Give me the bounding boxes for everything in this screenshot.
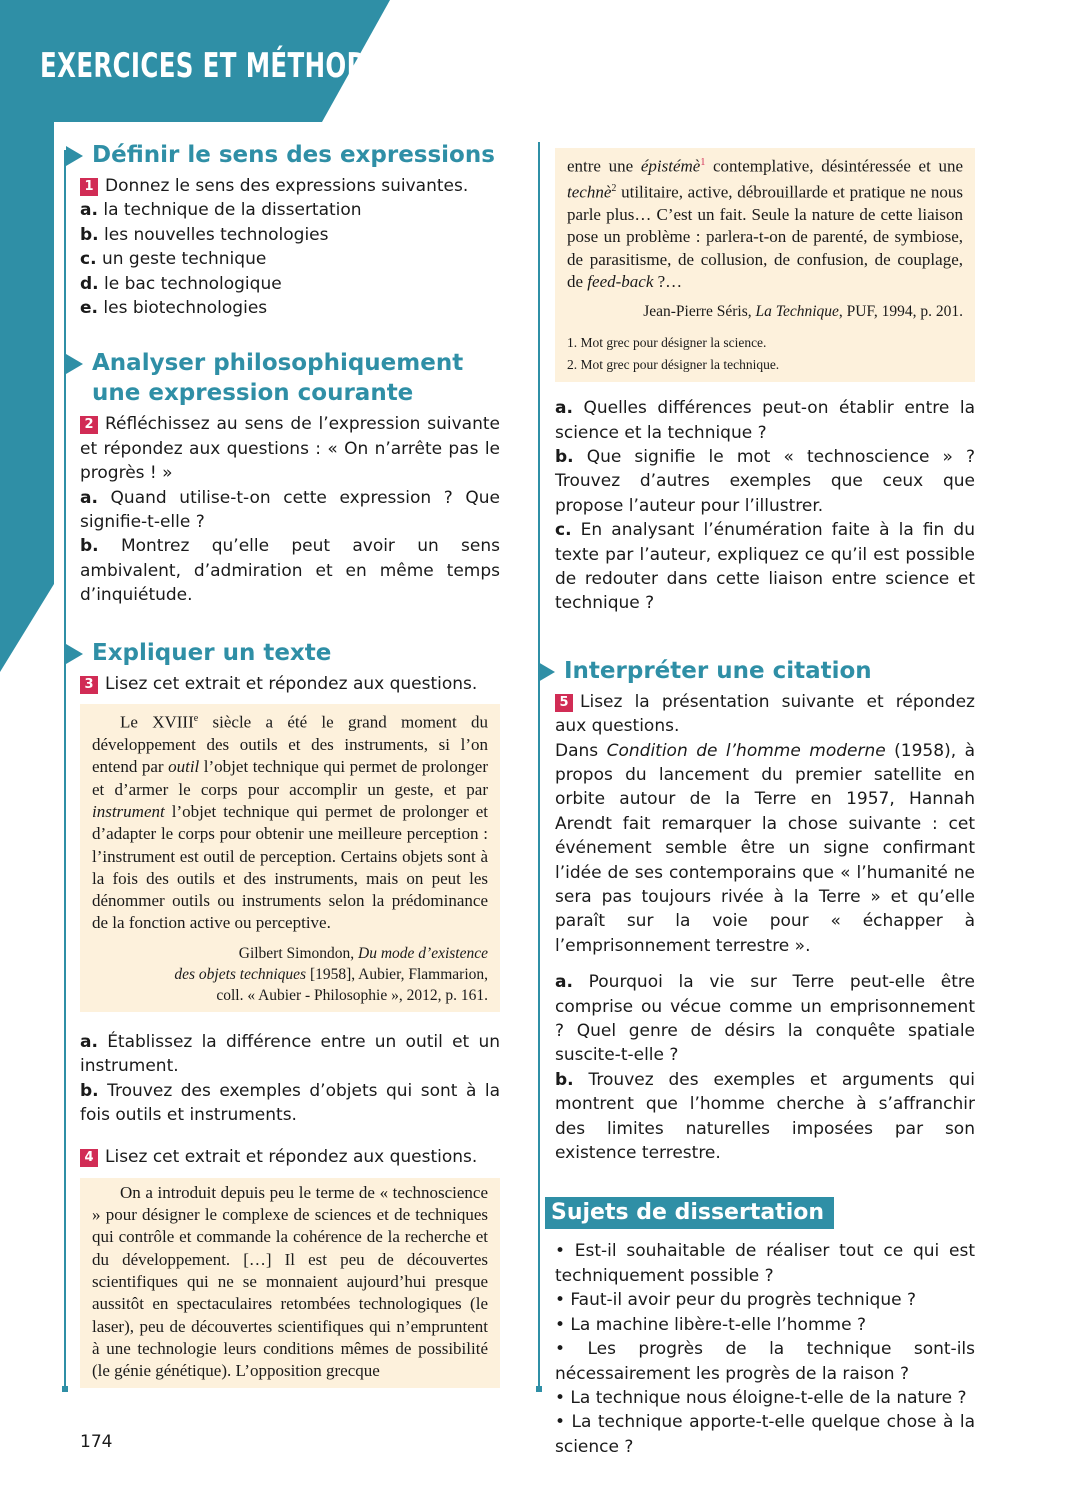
section-analyser [66,348,500,607]
list-item: • La technique nous éloigne-t-elle de la nature ? [555,1387,967,1408]
exercise-number-badge: 2 [80,416,98,434]
list-item: • Faut-il avoir peur du progrès technique ? [555,1290,917,1311]
list-item: d. le bac technologique [80,273,282,294]
triangle-bullet-icon [538,662,555,682]
question-b: b. Trouvez des exemples d’objets qui sont à la fois outils et instruments. [80,1080,500,1125]
section-dissertation [545,1197,975,1229]
quote-source: Jean-Pierre Séris, La Technique, PUF, 1994, p. 201. [643,303,963,321]
quote-box-simondon [80,704,500,1012]
section-title: Expliquer un texte [66,638,500,668]
page-number: 174 [80,1432,113,1452]
list-item: • La technique apporte-t-elle quelque chose à la science ? [555,1412,975,1457]
right-column [551,148,976,1459]
question-b: b. Montrez qu’elle peut avoir un sens ambivalent, d’admiration et en même temps d’inquiétude. [80,536,501,606]
question-a: a. Quand utilise-t-on cette expression ? Que signifie-t-elle ? [80,487,500,533]
exercise-prompt: 3 Lisez cet extrait et répondez aux questions. [80,672,500,696]
section-title: Interpréter une citation [538,656,975,686]
list-item: • Est-il souhaitable de réaliser tout ce qui est techniquement possible ? [555,1241,975,1286]
section-definir [66,140,500,320]
left-column [66,140,500,1388]
presentation-text: Dans Condition de l’homme moderne (1958), à propos du lancement du premier satellite en orbite autour de la Terre en 1957, Hannah Arendt fait remarquer la chose suivante : cet événement semble être un signe confirmant l’idée de ses contemporains que « l’humanité ne sera pas toujours rivée à la Terre » et qu’elle paraît sur la voie pour « échapper à l’emprisonnement terrestre ». [555,740,975,956]
quote-text: Le XVIIIe siècle a été le grand moment du développement des outils et des instruments, si l’on entend par outil l’objet technique qui permet de prolonger et d’armer le corps pour accomplir un geste, et par instrument l’objet technique qui permet de prolonger et d’adapter le corps pour obtenir une meilleure perception : l’instrument est outil de perception. Certains objets sont à la fois des outils et des instruments, mais on peut les dénommer outils ou instruments selon la prédominance de la fonction active ou perceptive. [92,712,488,933]
exercise-number-badge: 1 [80,178,98,196]
header-banner [0,0,403,122]
exercise-prompt: 2 Réfléchissez au sens de l’expression suivante et répondez aux questions : « On n’arrête pas le progrès ! » [80,414,500,484]
triangle-bullet-icon [66,644,83,664]
list-item: e. les biotechnologies [80,298,268,319]
exercise-number-badge: 3 [80,676,98,694]
exercise-number-badge: 5 [555,694,573,712]
question-a: a. Pourquoi la vie sur Terre peut-elle être comprise ou vécue comme un emprisonnement ? Quel genre de désirs la conquête spatiale suscite-t-elle ? [555,972,975,1066]
footnotes: 1. Mot grec pour désigner la science. 2. Mot grec pour désigner la technique. [567,335,780,373]
triangle-bullet-icon [66,146,83,166]
question-b: b. Que signifie le mot « technoscience » ? Trouvez d’autres exemples que ceux que propose l’auteur pour l’illustrer. [555,446,976,516]
dissertation-title: Sujets de dissertation [545,1197,834,1229]
section-title: Analyser philosophiquement une expression courante [66,348,500,408]
quote-source: Gilbert Simondon, Du mode d’existence des objets techniques [1958], Aubier, Flammarion, coll. « Aubier - Philosophie », 2012, p. 161. [174,944,488,1004]
exercise-prompt: 1 Donnez le sens des expressions suivantes. [80,174,500,198]
section-interpreter [538,656,975,686]
right-rule-end [536,1386,542,1392]
quote-text: entre une épistémè$^1$ contemplative, désintéressée et une technè$^2$ utilitaire, active, débrouillarde et pratique ne nous parle plus… C’est un fait. Seule la nature de cette liaison pose un problème : parlera-t-on de parenté, de symbiose, de parasitisme, de collusion, de confusion, de couplage, de feed-back ?… [567,156,963,291]
question-a: a. Établissez la différence entre un outil et un instrument. [80,1031,501,1077]
section-exercise-4 [66,1145,500,1388]
section-title: Définir le sens des expressions [66,140,500,170]
question-a: a. Quelles différences peut-on établir entre la science et la technique ? [555,398,976,443]
list-item: c. un geste technique [80,249,267,270]
side-band [0,122,54,686]
list-item: b. les nouvelles technologies [80,224,329,245]
list-item: • Les progrès de la technique sont-ils nécessairement les progrès de la raison ? [555,1339,975,1384]
question-b: b. Trouvez des exemples et arguments qui montrent que l’homme cherche à s’affranchir des limites naturelles imposées par son existence terrestre. [555,1069,976,1164]
triangle-bullet-icon [66,354,83,374]
list-item: a. la technique de la dissertation [80,200,362,221]
quote-box-seris-part1 [80,1178,500,1389]
page-title: EXERCICES ET MÉTHODES [40,46,403,86]
question-c: c. En analysant l’énumération faite à la fin du texte par l’auteur, expliquez ce qu’il est possible de redouter dans cette liaison entre science et technique ? [555,520,975,614]
exercise-number-badge: 4 [80,1149,98,1167]
section-expliquer [66,638,500,1128]
right-column-rule [538,142,540,1390]
quote-text: On a introduit depuis peu le terme de « technoscience » pour désigner le complexe de sciences et de techniques qui contrôle et commande la cohérence de la recherche et du développement. […] Il est peu de découvertes scientifiques qui ne se monnaient aujourd’hui presque aussitôt en spectaculaires retombées technologiques (le laser), peu de découvertes scientifiques qui n’empruntent à une technologie leurs conditions mêmes de possibilité (le génie génétique). L’opposition grecque [92,1182,488,1381]
quote-box-seris-part2 [555,148,975,382]
exercise-prompt: 5 Lisez la présentation suivante et répondez aux questions. [555,691,975,737]
exercise-prompt: 4 Lisez cet extrait et répondez aux questions. [80,1145,500,1169]
list-item: • La machine libère-t-elle l’homme ? [555,1314,866,1335]
